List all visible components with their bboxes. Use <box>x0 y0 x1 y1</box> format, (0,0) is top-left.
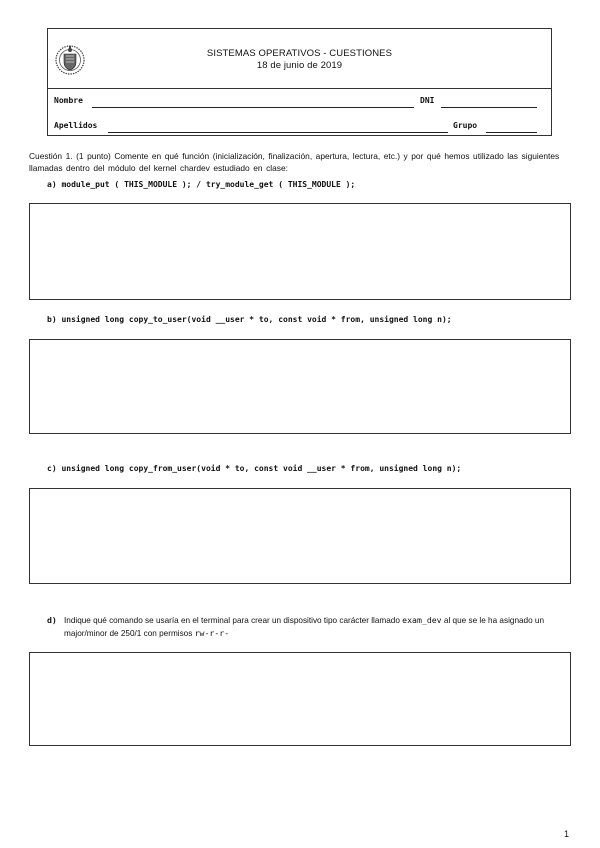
item-a-text: a) module_put ( THIS_MODULE ); / try_module_get ( THIS_MODULE ); <box>47 180 356 189</box>
question-1-intro: Cuestión 1. (1 punto) Comente en qué función (inicialización, finalización, apertura, lectura, etc.) y por qué hemos utilizado las siguientes llamadas dentro del módulo del kernel chardev estudiado en clase: <box>29 151 560 173</box>
answer-box-a[interactable] <box>29 203 571 300</box>
grupo-label: Grupo <box>453 121 478 130</box>
answer-box-b[interactable] <box>29 339 571 434</box>
nombre-row <box>54 96 537 110</box>
apellidos-row <box>54 121 537 135</box>
item-d-permissions: rw-r-r- <box>194 628 230 638</box>
apellidos-label: Apellidos <box>54 121 98 130</box>
exam-title: SISTEMAS OPERATIVOS - CUESTIONES <box>206 48 393 59</box>
item-d-letter: d) <box>47 615 57 625</box>
dni-field[interactable] <box>441 107 537 108</box>
exam-header <box>47 28 552 136</box>
item-d-text-1: Indique qué comando se usaría en el terminal para crear un dispositivo tipo carácter llamado <box>64 616 400 625</box>
exam-date: 18 de junio de 2019 <box>256 60 343 71</box>
item-c-text: c) unsigned long copy_from_user(void * to, const void __user * from, unsigned long n); <box>47 464 462 473</box>
item-d-device-name: exam_dev <box>402 615 442 625</box>
nombre-label: Nombre <box>54 96 83 105</box>
answer-box-c[interactable] <box>29 488 571 584</box>
item-b-text: b) unsigned long copy_to_user(void __user * to, const void * from, unsigned long n); <box>47 315 452 324</box>
grupo-field[interactable] <box>486 132 537 133</box>
nombre-field[interactable] <box>92 107 414 108</box>
page-number: 1 <box>564 829 570 839</box>
dni-label: DNI <box>420 96 435 105</box>
item-d-text <box>47 614 574 640</box>
item-d-text-2: al que se le ha asignado un major/minor de 250/1 con permisos <box>64 616 545 638</box>
exam-title-block <box>48 48 551 72</box>
answer-box-d[interactable] <box>29 652 571 746</box>
apellidos-field[interactable] <box>108 132 448 133</box>
header-title-area <box>48 29 551 89</box>
